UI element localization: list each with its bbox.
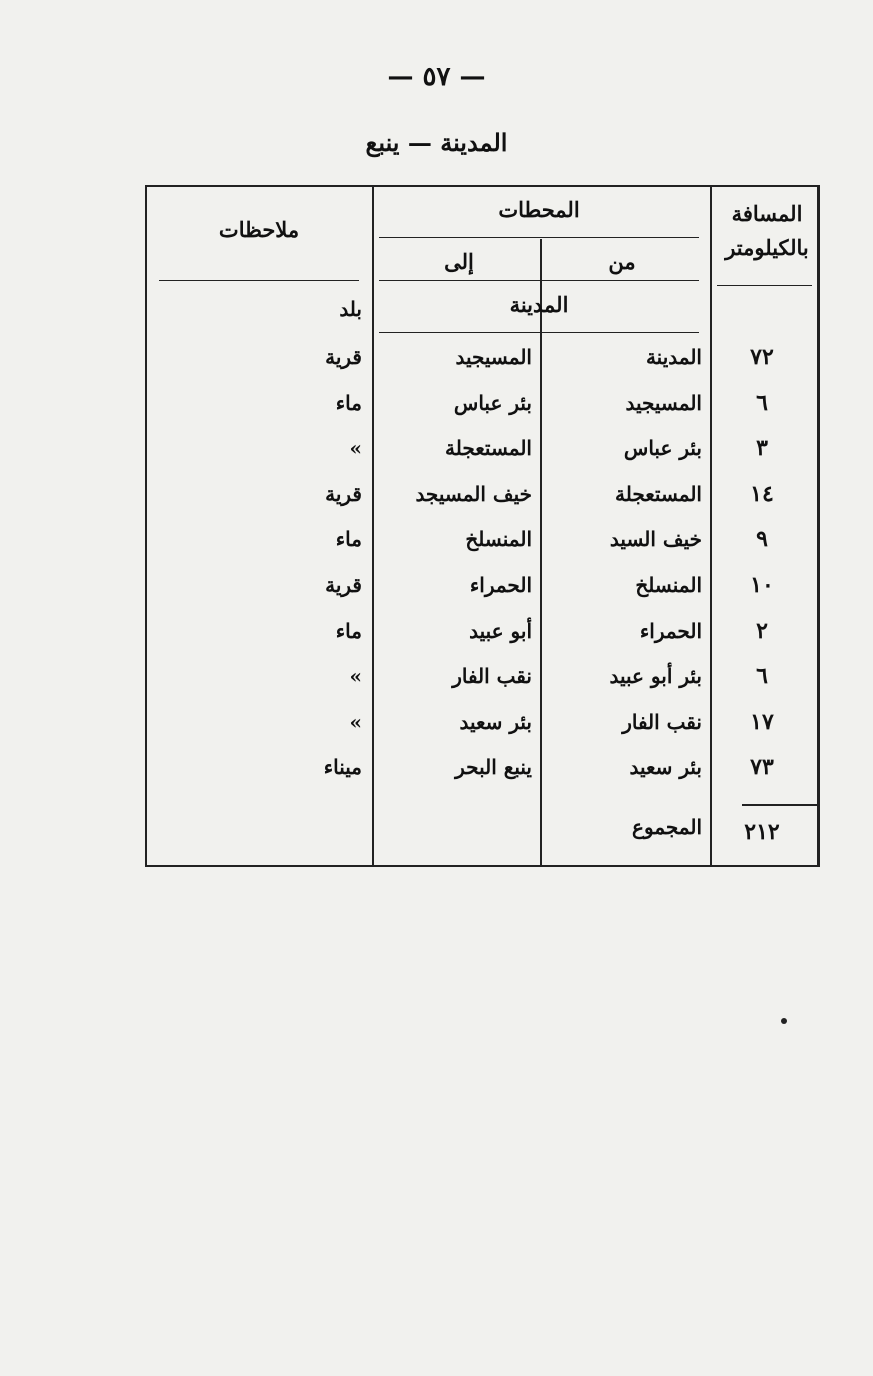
- distance-cell: ٢: [756, 617, 768, 644]
- notes-header: ملاحظات: [218, 217, 300, 242]
- note-cell: ميناء: [323, 755, 362, 780]
- to-station-cell: المستعجلة: [445, 436, 532, 461]
- table-row: [147, 656, 822, 696]
- distance-cell: ١٧: [750, 708, 774, 735]
- table-row: [147, 337, 822, 377]
- table-row: [147, 565, 822, 605]
- distance-cell: ٧٢: [750, 344, 774, 370]
- from-station-cell: نقب الفار: [622, 709, 702, 734]
- note-cell: »: [349, 436, 362, 461]
- total-label: المجموع: [632, 815, 702, 839]
- from-station-cell: بئر سعيد: [629, 755, 702, 780]
- distance-cell: ٣: [756, 435, 768, 462]
- to-station-cell: أبو عبيد: [469, 618, 532, 643]
- total-rule: [742, 804, 817, 806]
- distance-cell: ٦: [756, 663, 768, 690]
- distance-cell: ٧٣: [750, 754, 774, 781]
- distance-header: [713, 197, 821, 265]
- stations-header: المحطات: [498, 197, 580, 222]
- route-title: المدينة — ينبع: [365, 128, 508, 157]
- table-row: [147, 702, 822, 742]
- to-station-cell: نقب الفار: [452, 664, 532, 689]
- from-station-cell: بئر عباس: [623, 436, 702, 461]
- distance-cell: ٦: [756, 389, 768, 416]
- distance-header-line1: المسافة: [731, 201, 803, 226]
- to-header: إلى: [444, 249, 474, 274]
- total-value: ٢١٢: [744, 819, 780, 845]
- note-cell: قرية: [325, 345, 362, 369]
- from-station-cell: المدينة: [645, 345, 702, 369]
- note-cell: ماء: [335, 527, 362, 552]
- distance-cell: ٩: [756, 526, 768, 553]
- scan-speck: [781, 1018, 787, 1024]
- table-row: [147, 428, 822, 468]
- note-cell: »: [349, 709, 362, 734]
- distance-cell: ١٠: [750, 572, 774, 598]
- distance-table: [145, 185, 820, 867]
- distance-header-rule: [717, 285, 812, 286]
- notes-header-rule: [159, 280, 359, 281]
- table-row: [147, 383, 822, 423]
- note-cell: قرية: [325, 481, 362, 506]
- from-station-cell: بئر أبو عبيد: [609, 664, 702, 689]
- origin-station: المدينة: [509, 292, 569, 317]
- to-station-cell: خيف المسيجد: [415, 481, 532, 506]
- table-row: [147, 611, 822, 651]
- distance-header-line2: بالكيلومتر: [725, 235, 809, 260]
- from-header: من: [608, 249, 636, 274]
- to-station-cell: بئر عباس: [453, 390, 532, 415]
- from-to-header-rule: [379, 280, 699, 281]
- to-station-cell: الحمراء: [469, 573, 532, 597]
- origin-note: بلد: [339, 297, 362, 321]
- to-station-cell: ينبع البحر: [455, 755, 532, 780]
- to-station-cell: المنسلخ: [465, 527, 532, 552]
- table-row: [147, 474, 822, 514]
- from-station-cell: المنسلخ: [635, 573, 702, 597]
- to-station-cell: المسيجيد: [455, 345, 532, 369]
- note-cell: »: [349, 664, 362, 689]
- note-cell: ماء: [335, 390, 362, 415]
- to-station-cell: بئر سعيد: [459, 709, 532, 734]
- from-station-cell: المسيجيد: [625, 390, 702, 415]
- table-row: [147, 519, 822, 559]
- page-number: — ٥٧ —: [387, 62, 486, 92]
- from-station-cell: الحمراء: [639, 618, 702, 643]
- note-cell: قرية: [325, 573, 362, 597]
- origin-row-rule: [379, 332, 699, 333]
- stations-header-rule: [379, 237, 699, 238]
- distance-cell: ١٤: [750, 480, 774, 507]
- note-cell: ماء: [335, 618, 362, 643]
- from-station-cell: خيف السيد: [609, 527, 702, 552]
- from-station-cell: المستعجلة: [615, 481, 702, 506]
- table-row: [147, 747, 822, 787]
